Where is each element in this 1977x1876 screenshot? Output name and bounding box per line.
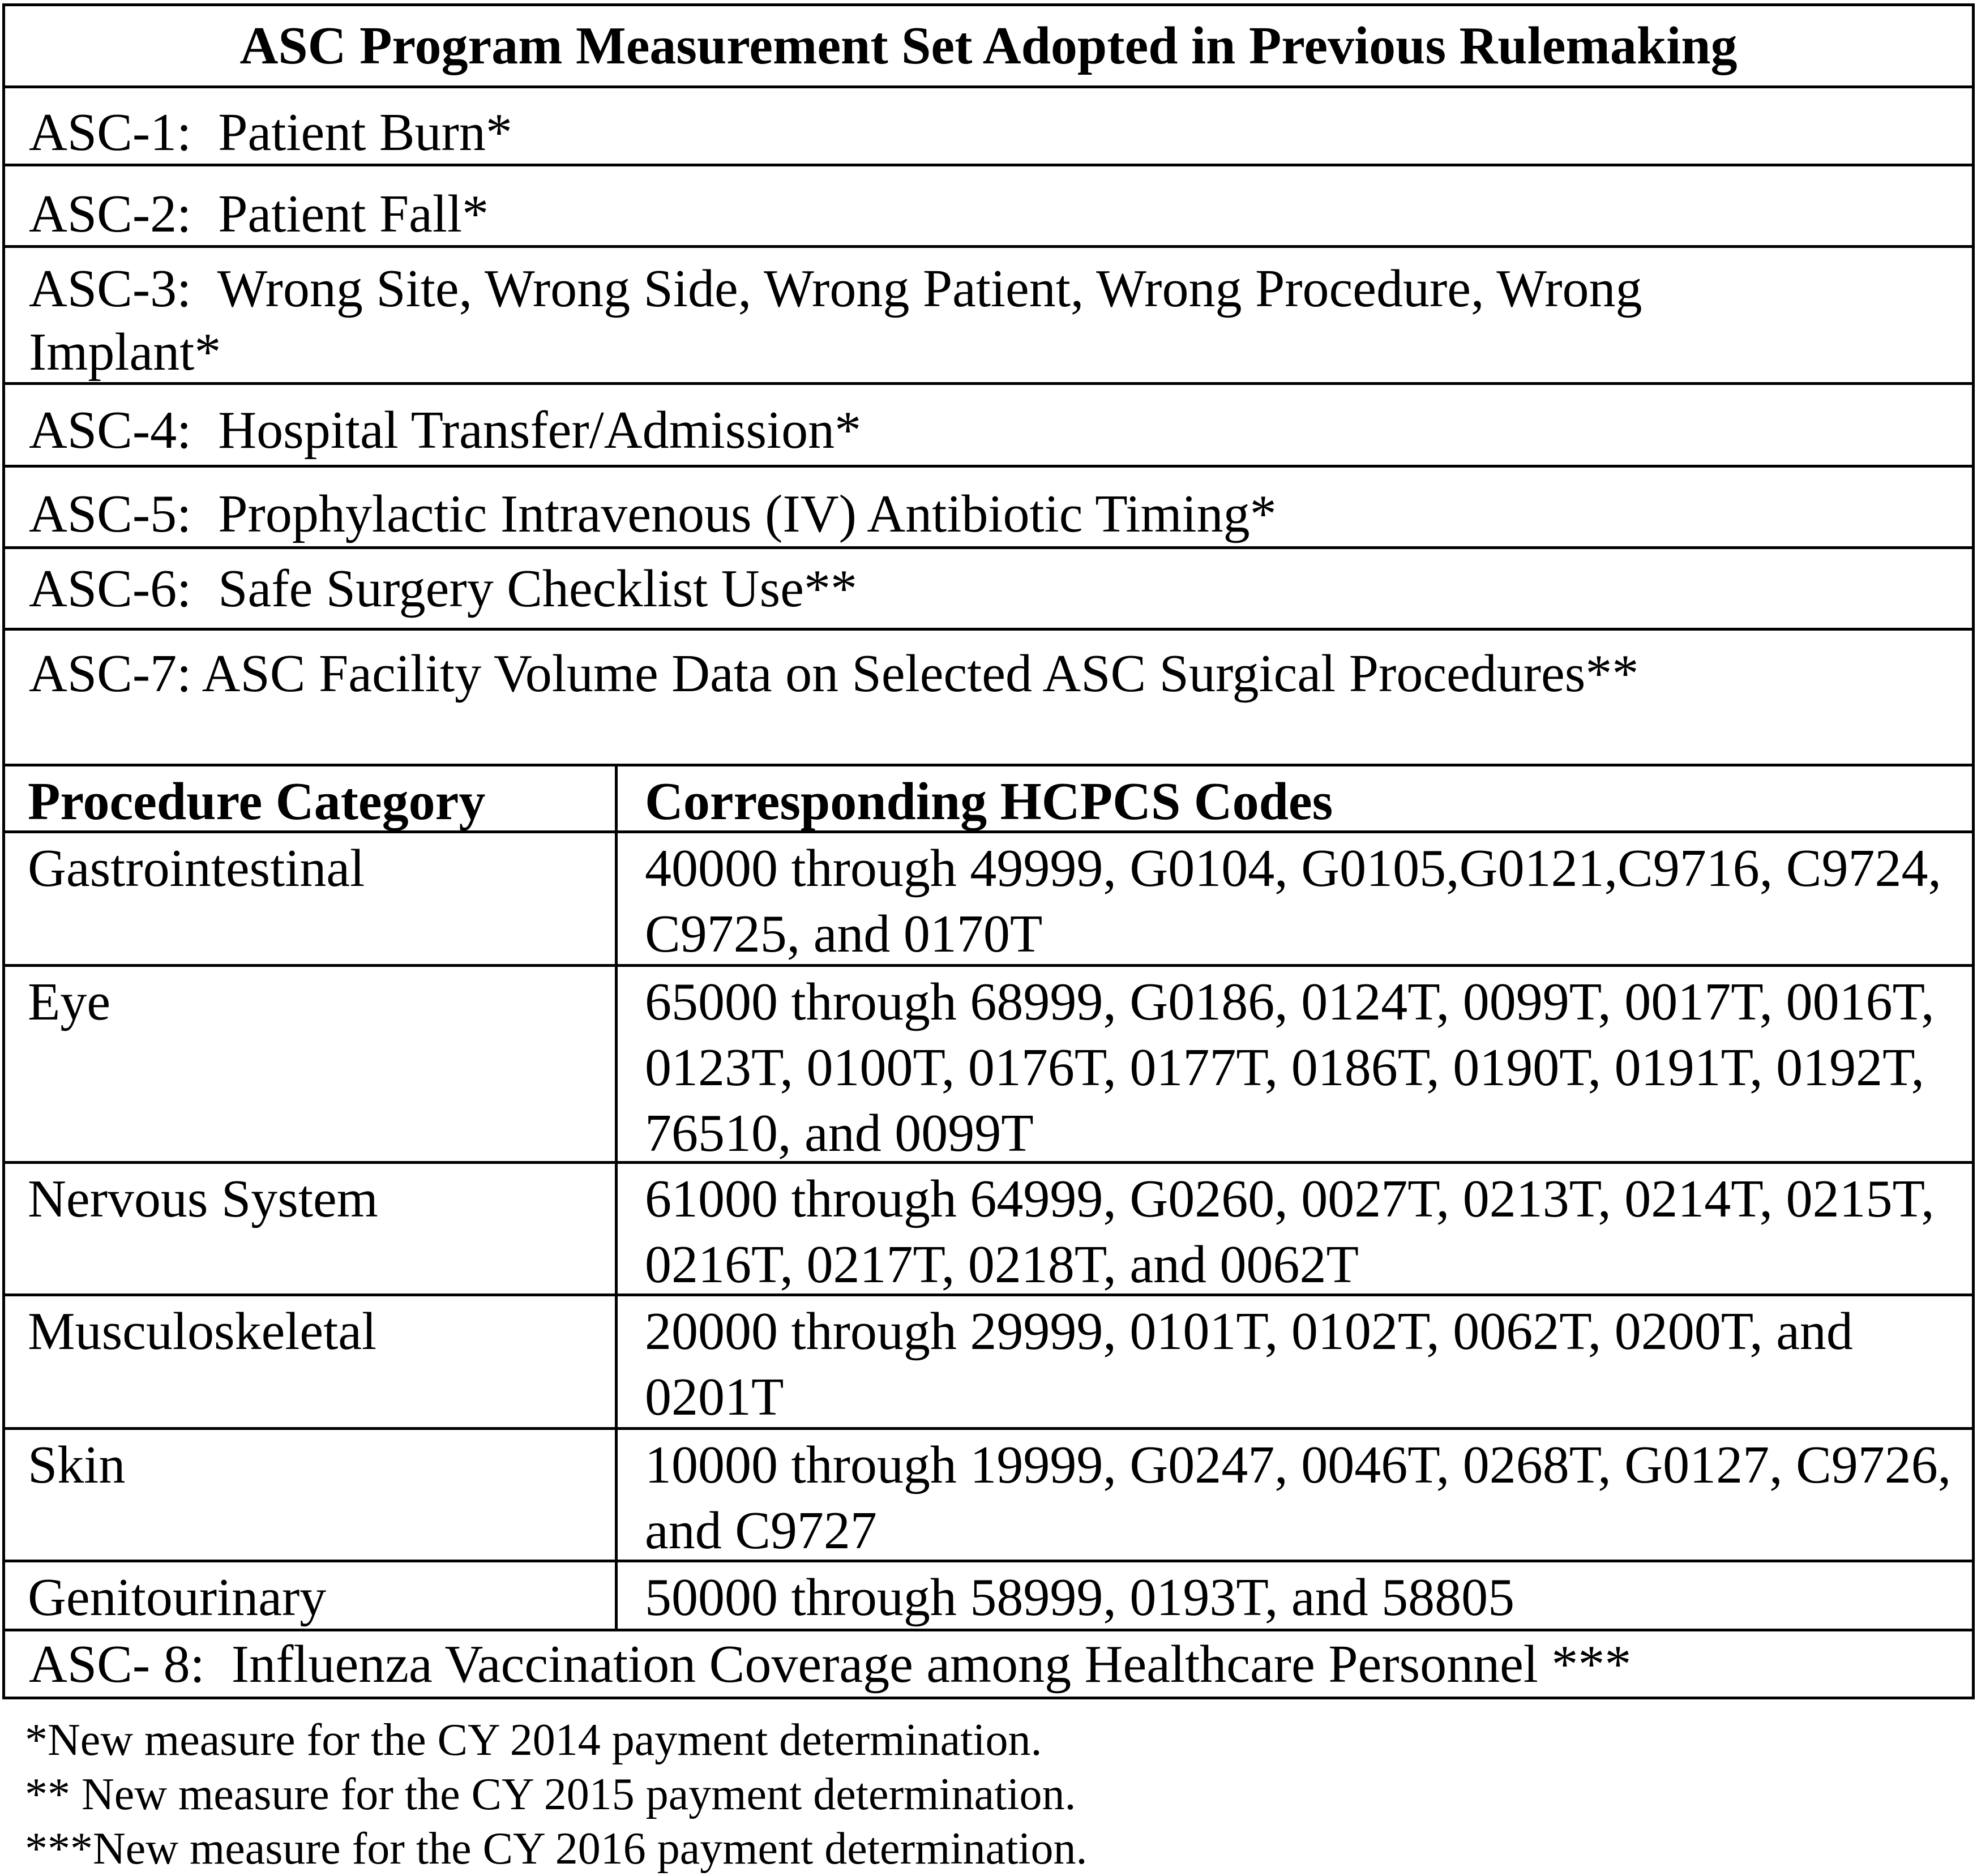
category-cell bbox=[5, 1430, 618, 1560]
category-skin: Skin bbox=[28, 1436, 126, 1494]
measure-asc-1: ASC-1: Patient Burn* bbox=[29, 103, 512, 162]
codes-genitourinary: 50000 through 58999, 0193T, and 58805 bbox=[645, 1568, 1515, 1627]
measure-asc-5: ASC-5: Prophylactic Intravenous (IV) Antibiotic Timing* bbox=[29, 485, 1277, 543]
measure-row-asc-4 bbox=[2, 385, 1975, 468]
measure-asc-6: ASC-6: Safe Surgery Checklist Use** bbox=[29, 559, 857, 618]
table-row bbox=[2, 1296, 1975, 1430]
codes-cell bbox=[618, 1430, 1972, 1560]
category-musculoskeletal: Musculoskeletal bbox=[28, 1302, 377, 1361]
codes-cell bbox=[618, 833, 1972, 964]
measure-row-asc-1 bbox=[2, 88, 1975, 166]
category-eye: Eye bbox=[28, 973, 111, 1031]
measure-asc-7: ASC-7: ASC Facility Volume Data on Selected ASC Surgical Procedures** bbox=[29, 644, 1639, 703]
footnote-cy2015: ** New measure for the CY 2015 payment determination. bbox=[25, 1770, 1076, 1819]
measure-asc-3-line1: ASC-3: Wrong Site, Wrong Side, Wrong Patient, Wrong Procedure, Wrong bbox=[29, 259, 1642, 318]
measure-asc-8: ASC- 8: Influenza Vaccination Coverage among Healthcare Personnel *** bbox=[29, 1635, 1632, 1694]
category-cell bbox=[5, 1164, 618, 1294]
category-cell bbox=[5, 1296, 618, 1427]
table-row bbox=[2, 833, 1975, 967]
codes-cell bbox=[618, 1164, 1972, 1294]
measure-row-asc-8 bbox=[2, 1631, 1975, 1699]
table-title: ASC Program Measurement Set Adopted in Previous Rulemaking bbox=[239, 16, 1738, 75]
table-row bbox=[2, 1164, 1975, 1296]
table-row bbox=[2, 1430, 1975, 1562]
table-title-row bbox=[2, 3, 1975, 88]
table-row bbox=[2, 967, 1975, 1164]
header-cell-category bbox=[5, 766, 618, 830]
measure-asc-4: ASC-4: Hospital Transfer/Admission* bbox=[29, 401, 862, 460]
procedure-table-header bbox=[2, 766, 1975, 833]
category-genitourinary: Genitourinary bbox=[28, 1568, 327, 1627]
codes-cell bbox=[618, 1562, 1972, 1629]
codes-musculoskeletal: 20000 through 29999, 0101T, 0102T, 0062T, 0200T, and 0201T bbox=[645, 1302, 1853, 1427]
header-procedure-category: Procedure Category bbox=[28, 772, 486, 831]
codes-eye: 65000 through 68999, G0186, 0124T, 0099T, 0017T, 0016T, 0123T, 0100T, 0176T, 0177T, 0186T, 0190T, 0191T, 0192T, 76510, and 0099T bbox=[645, 973, 1935, 1163]
measure-row-asc-3 bbox=[2, 248, 1975, 385]
measure-asc-3-line2: Implant* bbox=[29, 323, 221, 382]
category-gastrointestinal: Gastrointestinal bbox=[28, 839, 365, 898]
category-cell bbox=[5, 1562, 618, 1629]
codes-cell bbox=[618, 1296, 1972, 1427]
measure-asc-2: ASC-2: Patient Fall* bbox=[29, 185, 489, 243]
codes-gastrointestinal: 40000 through 49999, G0104, G0105,G0121,C9716, C9724, C9725, and 0170T bbox=[645, 839, 1941, 963]
measure-row-asc-2 bbox=[2, 166, 1975, 248]
codes-nervous-system: 61000 through 64999, G0260, 0027T, 0213T, 0214T, 0215T, 0216T, 0217T, 0218T, and 0062T bbox=[645, 1170, 1935, 1294]
footnote-cy2016: ***New measure for the CY 2016 payment determination. bbox=[25, 1824, 1088, 1874]
measure-row-asc-7 bbox=[2, 631, 1975, 766]
measure-row-asc-5 bbox=[2, 468, 1975, 549]
header-hcpcs-codes: Corresponding HCPCS Codes bbox=[645, 772, 1333, 831]
table-row bbox=[2, 1562, 1975, 1631]
codes-cell bbox=[618, 967, 1972, 1161]
category-nervous-system: Nervous System bbox=[28, 1170, 378, 1228]
category-cell bbox=[5, 833, 618, 964]
header-cell-codes bbox=[618, 766, 1972, 830]
codes-skin: 10000 through 19999, G0247, 0046T, 0268T, G0127, C9726, and C9727 bbox=[645, 1436, 1952, 1560]
footnote-cy2014: *New measure for the CY 2014 payment determination. bbox=[25, 1715, 1042, 1765]
category-cell bbox=[5, 967, 618, 1161]
measure-row-asc-6 bbox=[2, 549, 1975, 631]
